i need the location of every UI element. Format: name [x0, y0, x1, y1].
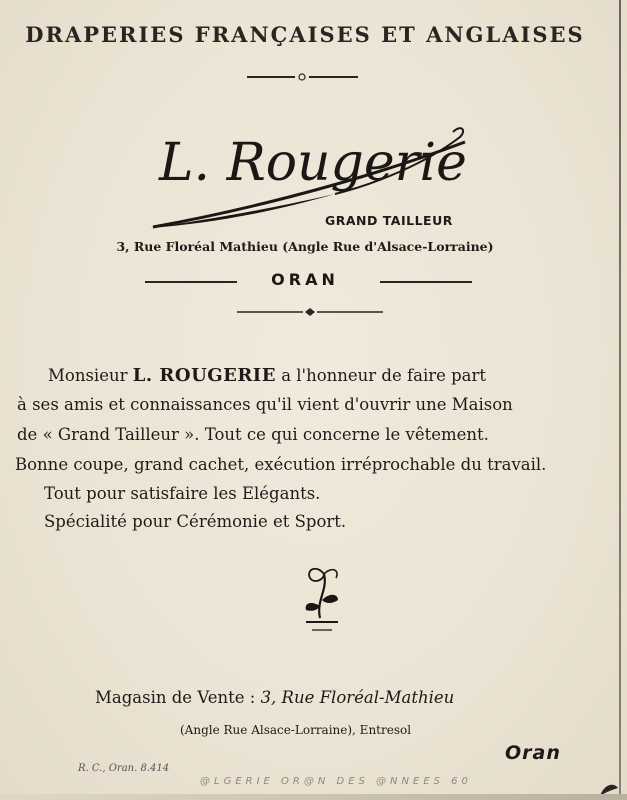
ornamental-divider-icon [245, 70, 360, 84]
watermark: @LGERIE OR@N DES @NNEES 60 [200, 776, 472, 787]
store-address: 3, Rue Floréal-Mathieu [260, 688, 455, 707]
body-line-4: Bonne coupe, grand cachet, exécution irréprochable du travail. [15, 455, 547, 474]
brand-subtitle: GRAND TAILLEUR [325, 213, 453, 228]
store-line [95, 688, 454, 707]
brand-city: ORAN [271, 270, 339, 289]
ornamental-divider-icon [235, 306, 385, 318]
store-label: Magasin de Vente : [95, 688, 261, 707]
header-title: DRAPERIES FRANÇAISES ET ANGLAISES [25, 22, 585, 47]
body-line-2: à ses amis et connaissances qu'il vient d'ouvrir une Maison [17, 395, 513, 414]
body-line-5: Tout pour satisfaire les Elégants. [44, 484, 321, 503]
store-city: Oran [505, 742, 561, 764]
page-edge-right [619, 0, 621, 800]
page-edge-bottom [0, 794, 627, 800]
registry-number: R. C., Oran. 8.414 [78, 763, 170, 774]
brand-name: L. Rougerie [159, 133, 467, 193]
owner-name: L. ROUGERIE [132, 365, 276, 386]
city-rule-right [380, 279, 475, 285]
store-subaddress: (Angle Rue Alsace-Lorraine), Entresol [180, 723, 412, 737]
body-line-6: Spécialité pour Cérémonie et Sport. [44, 512, 347, 531]
body-line-1: Monsieur L. ROUGERIE a l'honneur de faire part [48, 365, 487, 386]
body-line-3: de « Grand Tailleur ». Tout ce qui concerne le vêtement. [17, 425, 489, 444]
flower-ornament-icon [298, 560, 346, 635]
brand-address: 3, Rue Floréal Mathieu (Angle Rue d'Alsace-Lorraine) [116, 239, 494, 254]
